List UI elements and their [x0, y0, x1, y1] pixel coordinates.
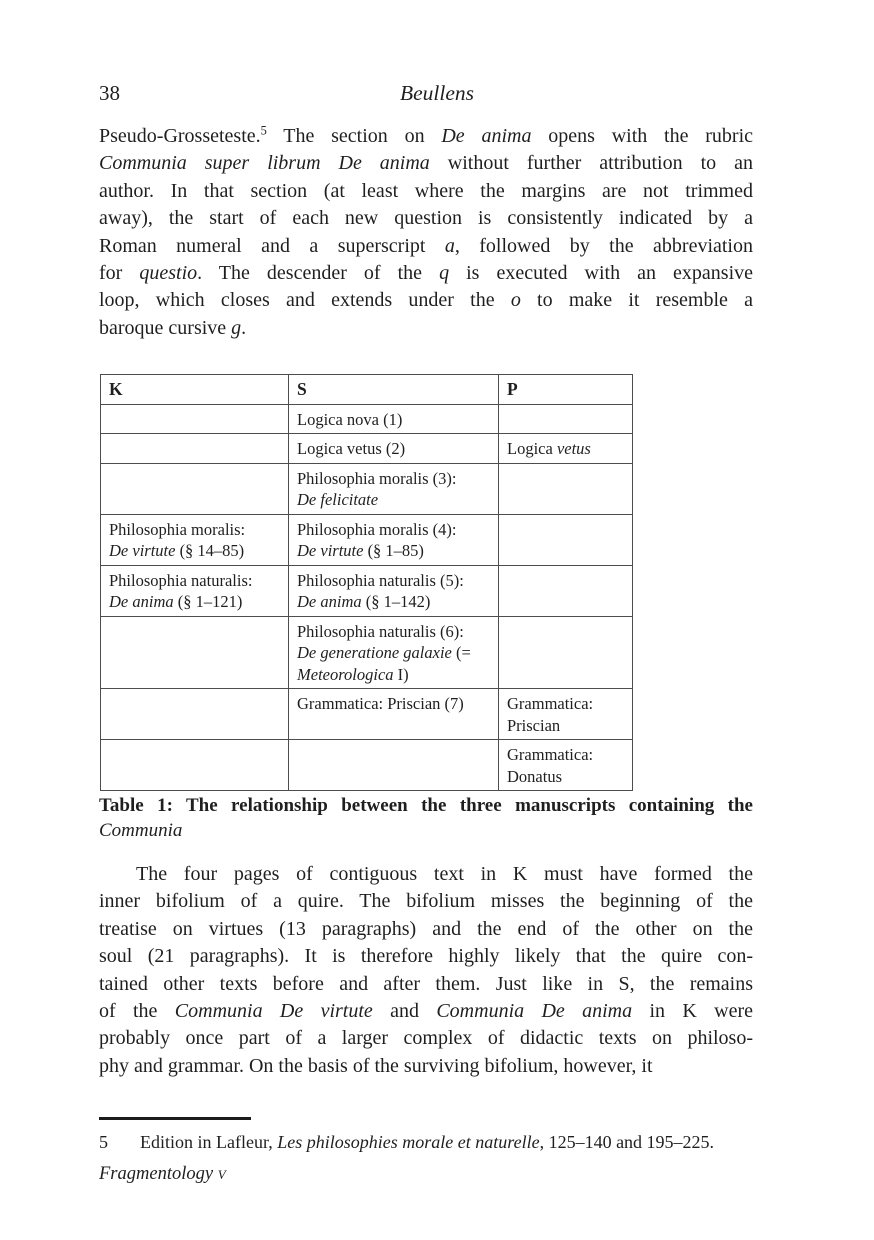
text-segment: Communia [99, 820, 183, 841]
text-segment: Donatus [507, 766, 562, 786]
text-segment: . [241, 316, 247, 339]
table-header-cell: P [499, 375, 633, 405]
text-line [99, 998, 753, 1025]
text-line [99, 260, 753, 287]
text-segment: away), the start of each new question is consistently indicated by a [99, 207, 753, 230]
table-cell [101, 404, 289, 434]
text-line [99, 150, 753, 177]
text-line [99, 1025, 753, 1052]
table-row [101, 616, 633, 689]
table-cell [289, 463, 499, 514]
text-segment: Logica vetus (2) [297, 439, 406, 458]
text-segment: I) [393, 664, 409, 684]
table-caption [99, 793, 753, 843]
table-cell [499, 689, 633, 740]
table-cell [499, 434, 633, 464]
paragraph-1 [99, 123, 753, 342]
table-row [101, 434, 633, 464]
text-segment: De anima [109, 592, 174, 611]
table-cell [101, 616, 289, 689]
text-line [99, 943, 753, 970]
table-cell [499, 463, 633, 514]
text-line [99, 315, 753, 342]
text-segment: De felicitate [297, 490, 379, 509]
text-segment: o [510, 289, 521, 312]
text-segment: q [439, 262, 450, 285]
text-segment: is executed with an expansive [449, 262, 754, 285]
text-line [99, 793, 753, 818]
text-segment: (§ 1–121) [173, 592, 243, 611]
text-line [99, 287, 753, 314]
text-segment: probably once part of a larger complex of didactic texts on philoso- [99, 1027, 753, 1050]
table-header-cell: S [289, 375, 499, 405]
running-head: Beullens [399, 81, 475, 105]
text-segment: De generatione galaxie [297, 643, 452, 662]
text-segment: The section on [266, 125, 442, 147]
text-segment: De virtute [109, 541, 176, 560]
text-segment: to make it resemble a [520, 289, 753, 312]
text-line [99, 123, 753, 150]
text-segment: tained other texts before and after them. Just like in S, the remains [99, 972, 753, 995]
table-cell [289, 514, 499, 565]
text-segment: De anima [441, 125, 532, 147]
table-cell [499, 514, 633, 565]
text-segment: Pseudo-Grosseteste. [99, 125, 261, 147]
text-line [99, 888, 753, 915]
text-segment: (§ 1–85) [363, 541, 424, 560]
text-segment: Les philosophies morale et naturelle [277, 1132, 540, 1152]
table-row [101, 689, 633, 740]
text-segment: vetus [556, 439, 591, 458]
table-cell [499, 616, 633, 689]
text-segment: Grammatica: [507, 694, 594, 713]
text-segment: (= [451, 643, 471, 662]
table-row [101, 740, 633, 791]
table-cell [101, 689, 289, 740]
text-segment: . The descender of the [197, 262, 440, 285]
text-segment: in K were [632, 1000, 754, 1023]
footnote-marker: 5 [99, 1132, 108, 1152]
footnote-text [140, 1132, 714, 1152]
text-segment: Grammatica: Priscian (7) [297, 694, 464, 713]
manuscript-table [100, 374, 633, 791]
text-segment: Logica nova (1) [297, 409, 403, 429]
text-line [99, 916, 753, 943]
table-cell [289, 565, 499, 616]
text-segment: a [444, 234, 455, 257]
table-cell [499, 404, 633, 434]
text-segment: soul (21 paragraphs). It is therefore highly likely that the quire con- [99, 945, 753, 968]
text-line [99, 971, 753, 998]
table-cell [101, 565, 289, 616]
text-segment: Philosophia moralis (3): [297, 468, 457, 488]
table-cell [289, 689, 499, 740]
table-cell [289, 434, 499, 464]
table-cell [289, 740, 499, 791]
table-row [101, 404, 633, 434]
table-cell [101, 514, 289, 565]
footnote-separator [99, 1117, 251, 1120]
text-line [99, 233, 753, 260]
text-segment: Philosophia naturalis (6): [297, 621, 464, 641]
text-line [99, 818, 753, 843]
table-cell [289, 616, 499, 689]
table-row [101, 463, 633, 514]
text-segment: Grammatica: [507, 745, 594, 764]
text-segment: (§ 1–142) [361, 592, 431, 611]
table-cell [101, 740, 289, 791]
text-segment: De virtute [297, 541, 364, 560]
text-segment: without further attribution to an [429, 152, 753, 175]
table-cell [101, 463, 289, 514]
table-cell [289, 404, 499, 434]
text-segment: Logica [507, 439, 557, 458]
text-segment: inner bifolium of a quire. The bifolium misses the beginning of the [99, 890, 753, 913]
journal-footer [99, 1163, 226, 1186]
text-line [99, 1053, 753, 1080]
text-segment: De anima [297, 592, 362, 611]
table-cell [499, 565, 633, 616]
table-header-cell: K [101, 375, 289, 405]
text-segment: and [372, 1000, 437, 1023]
text-segment: Table 1: The relationship between the three manuscripts containing the [99, 795, 753, 816]
text-segment: phy and grammar. On the basis of the surviving bifolium, however, it [99, 1054, 653, 1077]
table-row [101, 514, 633, 565]
text-segment: Communia super librum De anima [99, 152, 430, 175]
text-segment: (§ 14–85) [175, 541, 245, 560]
text-line [99, 205, 753, 232]
text-segment: 5 [260, 123, 267, 138]
text-segment: Philosophia naturalis: [109, 570, 253, 590]
page-number: 38 [99, 81, 120, 105]
text-segment: , 125–140 and 195–225. [539, 1132, 715, 1152]
paragraph-2 [99, 861, 753, 1080]
text-segment: The four pages of contiguous text in K must have formed the [136, 863, 753, 885]
text-segment: treatise on virtues (13 paragraphs) and the end of the other on the [99, 917, 753, 940]
text-segment: Philosophia moralis: [109, 519, 246, 539]
text-segment: loop, which closes and extends under the [99, 289, 511, 312]
text-segment: author. In that section (at least where the margins are not trimmed [99, 179, 753, 202]
text-segment: Meteorologica [297, 664, 394, 684]
text-segment: v [217, 1164, 226, 1184]
text-segment: Edition in Lafleur, [140, 1132, 278, 1152]
text-line [99, 178, 753, 205]
table-row [101, 565, 633, 616]
text-segment: Roman numeral and a superscript [99, 234, 445, 257]
text-segment: g [231, 316, 242, 339]
text-segment: Philosophia moralis (4): [297, 519, 457, 539]
footnote-5 [99, 1131, 779, 1154]
table-cell [101, 434, 289, 464]
text-segment: Communia De anima [436, 1000, 633, 1023]
text-segment: of the [99, 1000, 175, 1023]
text-line [99, 861, 753, 888]
table-header-row [101, 375, 633, 405]
text-segment: , followed by the abbreviation [454, 234, 753, 257]
table-cell [499, 740, 633, 791]
text-segment: Priscian [507, 715, 561, 735]
text-segment: Communia De virtute [174, 1000, 373, 1023]
text-segment: Fragmentology [99, 1164, 218, 1184]
text-segment: for [99, 262, 140, 285]
text-segment: opens with the rubric [531, 125, 753, 147]
text-segment: Philosophia naturalis (5): [297, 570, 464, 590]
text-segment: questio [139, 262, 198, 285]
text-segment: baroque cursive [99, 316, 232, 339]
